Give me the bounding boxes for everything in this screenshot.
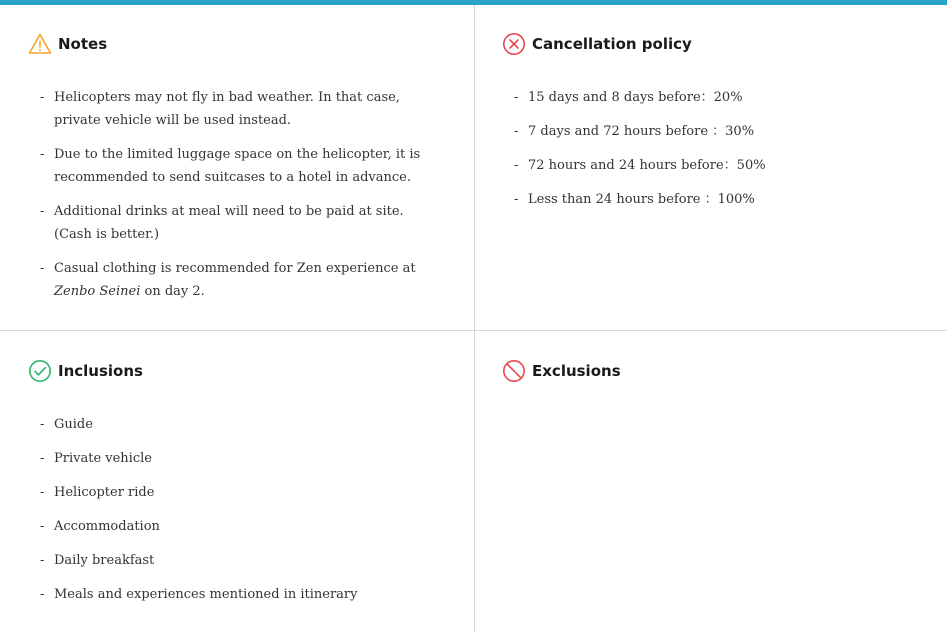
column-divider <box>474 5 475 632</box>
exclusions-header <box>502 357 932 385</box>
list-item: - Guide <box>40 413 458 436</box>
list-item: - Due to the limited luggage space on the helicopter, it is recommended to send suitcases to a hotel in advance. <box>40 143 458 189</box>
list-item: - Daily breakfast <box>40 549 458 572</box>
row-divider <box>0 330 947 331</box>
cancellation-title: Cancellation policy <box>532 35 692 53</box>
inclusions-list <box>28 413 458 606</box>
cancellation-section <box>502 30 932 222</box>
warning-triangle-icon <box>28 32 52 56</box>
notes-section <box>28 30 458 314</box>
inclusions-header <box>28 357 458 385</box>
list-item-text: Casual clothing is recommended for Zen experience at <box>54 261 416 276</box>
notes-list <box>28 86 458 303</box>
inclusions-title: Inclusions <box>58 362 143 380</box>
list-item: - Meals and experiences mentioned in itinerary <box>40 583 458 606</box>
prohibited-icon <box>502 359 526 383</box>
list-item: - 72 hours and 24 hours before：50% <box>514 154 932 177</box>
list-item: - Less than 24 hours before ：100% <box>514 188 932 211</box>
exclusions-title: Exclusions <box>532 362 621 380</box>
notes-title: Notes <box>58 35 108 53</box>
list-item: - Private vehicle <box>40 447 458 470</box>
list-item: - Accommodation <box>40 515 458 538</box>
cancellation-header <box>502 30 932 58</box>
circle-x-icon <box>502 32 526 56</box>
circle-check-icon <box>28 359 52 383</box>
inclusions-section <box>28 357 458 617</box>
cancellation-list <box>502 86 932 211</box>
list-item-text: on day 2. <box>140 284 205 299</box>
list-item: - 7 days and 72 hours before ：30% <box>514 120 932 143</box>
list-item: - Helicopters may not fly in bad weather. In that case, private vehicle will be used instead. <box>40 86 458 132</box>
list-item: - Additional drinks at meal will need to be paid at site. (Cash is better.) <box>40 200 458 246</box>
list-item: - 15 days and 8 days before：20% <box>514 86 932 109</box>
notes-header <box>28 30 458 58</box>
place-name: Zenbo Seinei <box>54 284 141 299</box>
exclusions-section <box>502 357 932 385</box>
list-item <box>40 257 458 303</box>
list-item: - Helicopter ride <box>40 481 458 504</box>
